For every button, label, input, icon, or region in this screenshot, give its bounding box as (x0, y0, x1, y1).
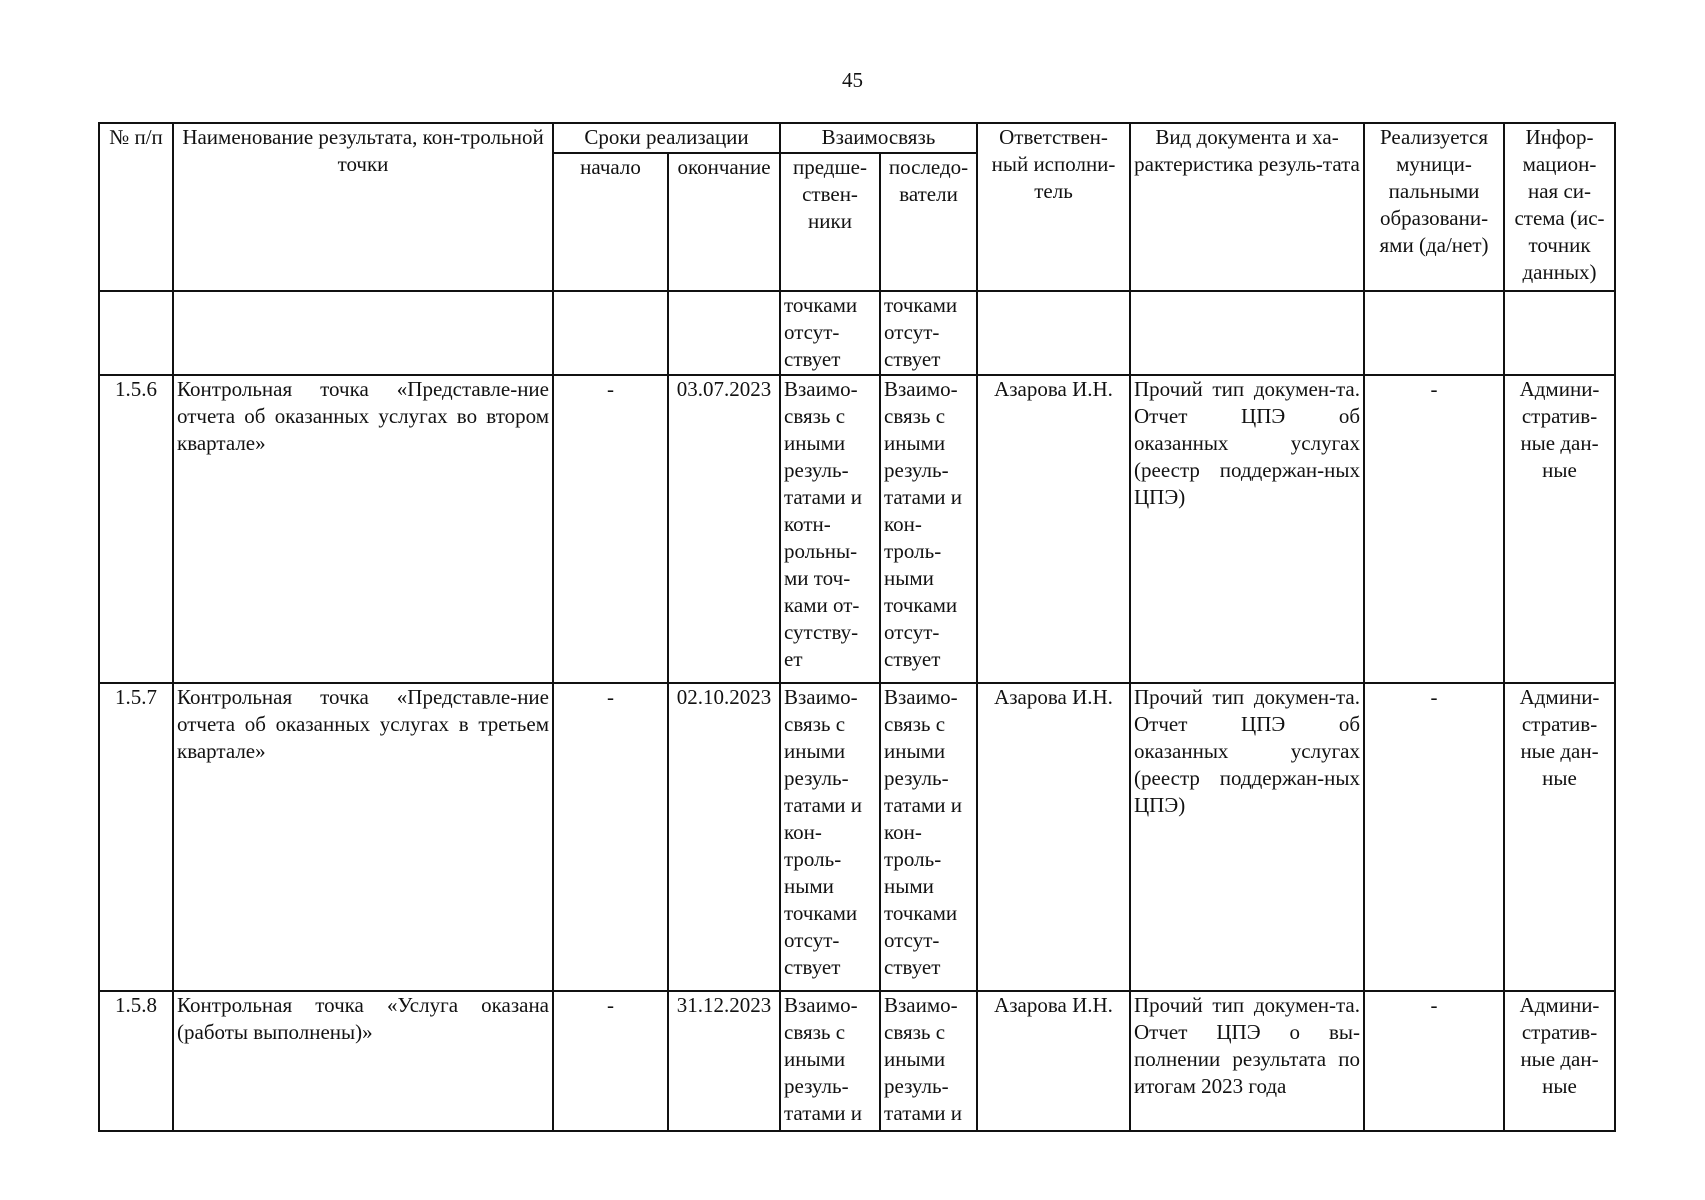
row-document: Прочий тип докумен-та. Отчет ЦПЭ о вы-полнении результата по итогам 2023 года (1130, 991, 1364, 1131)
row-document: Прочий тип докумен-та. Отчет ЦПЭ об оказанных услугах (реестр поддержан-ных ЦПЭ) (1130, 375, 1364, 683)
header-start: начало (553, 153, 668, 291)
row-predecessors: Взаимо-связь с иными резуль-татами и кон-троль-ными точками отсут-ствует (780, 683, 880, 991)
row-name (173, 291, 553, 375)
table-row (99, 991, 1615, 1131)
header-municipal: Реализуется муници-пальными образовани-ями (да/нет) (1364, 123, 1504, 291)
row-predecessors: Взаимо-связь с иными резуль-татами и котн-рольны-ми точ-ками от-сутству-ет (780, 375, 880, 683)
row-infosys: Админи-стратив-ные дан-ные (1504, 375, 1615, 683)
header-end: окончание (668, 153, 780, 291)
header-doc: Вид документа и ха-рактеристика резуль-тата (1130, 123, 1364, 291)
header-infosys: Инфор-мацион-ная си-стема (ис-точник данных) (1504, 123, 1615, 291)
results-table (98, 122, 1616, 1132)
table-row (99, 683, 1615, 991)
header-num: № п/п (99, 123, 173, 291)
row-successors: Взаимо-связь с иными резуль-татами и (880, 991, 977, 1131)
header-succ: последо-ватели (880, 153, 977, 291)
row-start: - (553, 991, 668, 1131)
row-start: - (553, 375, 668, 683)
row-end: 31.12.2023 (668, 991, 780, 1131)
row-document: Прочий тип докумен-та. Отчет ЦПЭ об оказанных услугах (реестр поддержан-ных ЦПЭ) (1130, 683, 1364, 991)
row-predecessors: Взаимо-связь с иными резуль-татами и (780, 991, 880, 1131)
row-responsible (977, 291, 1130, 375)
row-num (99, 291, 173, 375)
row-predecessors: точками отсут-ствует (780, 291, 880, 375)
header-relation: Взаимосвязь (780, 123, 977, 153)
row-num: 1.5.8 (99, 991, 173, 1131)
row-responsible: Азарова И.Н. (977, 683, 1130, 991)
row-infosys: Админи-стратив-ные дан-ные (1504, 683, 1615, 991)
row-name: Контрольная точка «Представле-ние отчета об оказанных услугах во втором квартале» (173, 375, 553, 683)
row-infosys: Админи-стратив-ные дан-ные (1504, 991, 1615, 1131)
row-document (1130, 291, 1364, 375)
row-responsible: Азарова И.Н. (977, 991, 1130, 1131)
row-num: 1.5.6 (99, 375, 173, 683)
row-responsible: Азарова И.Н. (977, 375, 1130, 683)
table-row (99, 291, 1615, 375)
row-name: Контрольная точка «Представле-ние отчета об оказанных услугах в третьем квартале» (173, 683, 553, 991)
row-successors: Взаимо-связь с иными резуль-татами и кон-троль-ными точками отсут-ствует (880, 375, 977, 683)
row-start (553, 291, 668, 375)
page-number: 45 (842, 68, 863, 92)
row-start: - (553, 683, 668, 991)
row-municipal: - (1364, 991, 1504, 1131)
row-municipal: - (1364, 683, 1504, 991)
row-name: Контрольная точка «Услуга оказана (работы выполнены)» (173, 991, 553, 1131)
header-responsible: Ответствен-ный исполни-тель (977, 123, 1130, 291)
row-end: 03.07.2023 (668, 375, 780, 683)
table-row (99, 375, 1615, 683)
row-num: 1.5.7 (99, 683, 173, 991)
row-end: 02.10.2023 (668, 683, 780, 991)
row-municipal (1364, 291, 1504, 375)
header-row-1 (99, 123, 1615, 153)
row-successors: точками отсут-ствует (880, 291, 977, 375)
header-pred: предше-ствен-ники (780, 153, 880, 291)
row-end (668, 291, 780, 375)
row-successors: Взаимо-связь с иными резуль-татами и кон-троль-ными точками отсут-ствует (880, 683, 977, 991)
row-infosys (1504, 291, 1615, 375)
header-terms: Сроки реализации (553, 123, 780, 153)
row-municipal: - (1364, 375, 1504, 683)
header-name: Наименование результата, кон-трольной точки (173, 123, 553, 291)
